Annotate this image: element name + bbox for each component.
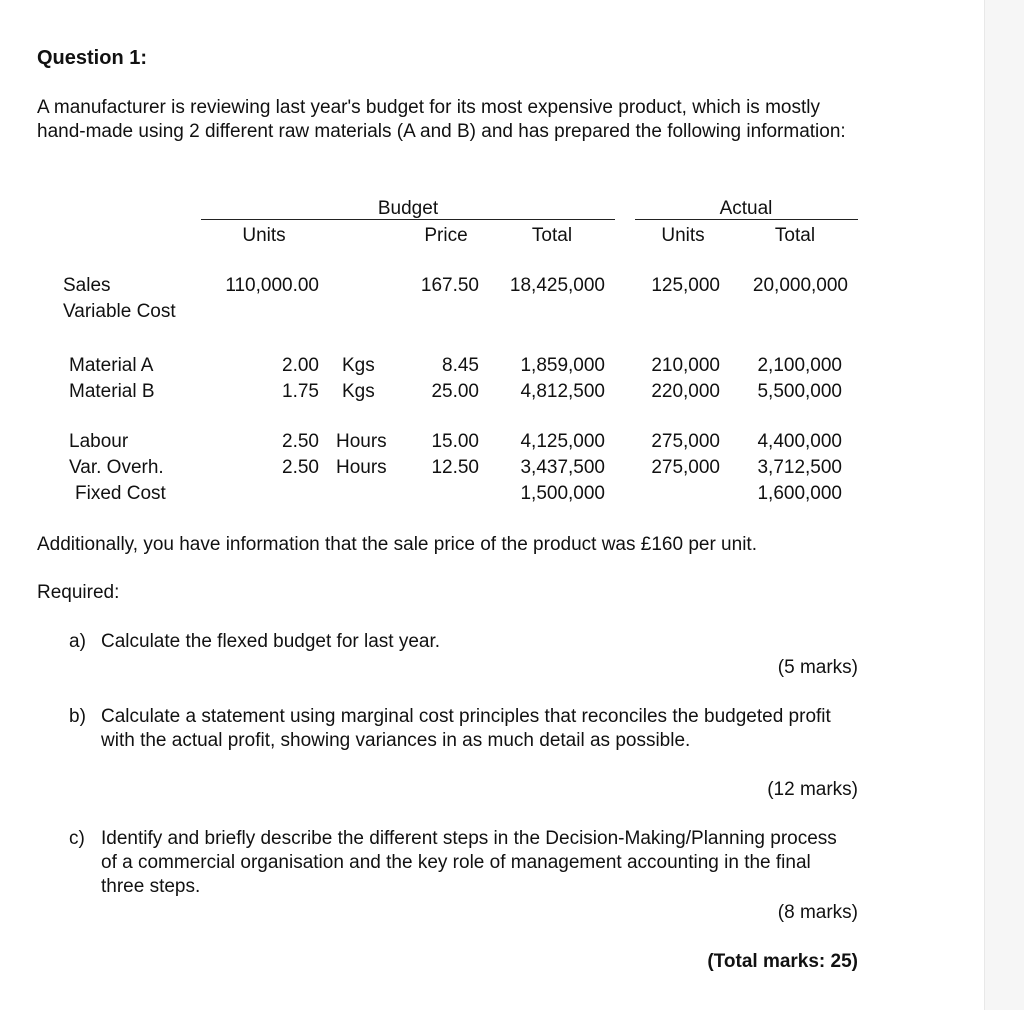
actual-total-header: Total: [774, 225, 816, 246]
part-b-letter: b): [69, 706, 86, 727]
sales-actual-total: 20,000,000: [752, 275, 848, 296]
sales-actual-units: 125,000: [651, 275, 720, 296]
var-overh-price: 12.50: [431, 457, 479, 478]
material-a-total: 1,859,000: [520, 355, 605, 376]
fixed-cost-label: Fixed Cost: [75, 483, 166, 504]
sales-budget-price: 167.50: [420, 275, 479, 296]
sales-budget-units: 110,000.00: [225, 275, 319, 296]
material-b-price: 25.00: [431, 381, 479, 402]
labour-actual-total: 4,400,000: [757, 431, 842, 452]
material-b-qty: 1.75: [282, 381, 319, 402]
actual-units-header: Units: [661, 225, 705, 246]
labour-unit: Hours: [336, 431, 387, 452]
material-a-actual-units: 210,000: [651, 355, 720, 376]
budget-header: Budget: [377, 198, 439, 219]
material-b-unit: Kgs: [342, 381, 375, 402]
budget-total-header: Total: [531, 225, 573, 246]
material-b-actual-units: 220,000: [651, 381, 720, 402]
labour-total: 4,125,000: [520, 431, 605, 452]
var-overh-actual-total: 3,712,500: [757, 457, 842, 478]
material-b-actual-total: 5,500,000: [757, 381, 842, 402]
material-b-total: 4,812,500: [520, 381, 605, 402]
part-a-marks: (5 marks): [777, 657, 858, 678]
part-a-text: Calculate the flexed budget for last year.: [101, 631, 441, 652]
page-gutter: [984, 0, 1024, 1010]
intro-paragraph: A manufacturer is reviewing last year's budget for its most expensive product, which is mostly hand-made using 2 different raw materials (A and B) and has prepared the following information:: [37, 97, 846, 142]
sales-budget-total: 18,425,000: [509, 275, 605, 296]
labour-label: Labour: [69, 431, 129, 452]
question-title: Question 1:: [37, 47, 148, 69]
material-a-unit: Kgs: [342, 355, 375, 376]
part-b-marks: (12 marks): [767, 779, 858, 800]
budget-units-header: Units: [242, 225, 286, 246]
var-overh-qty: 2.50: [282, 457, 319, 478]
variable-cost-label: Variable Cost: [63, 301, 176, 322]
actual-header-rule: [635, 219, 858, 220]
part-b-text: Calculate a statement using marginal cost principles that reconciles the budgeted profit with the actual profit, showing variances in as much detail as possible.: [101, 706, 831, 751]
labour-qty: 2.50: [282, 431, 319, 452]
sales-label: Sales: [63, 275, 111, 296]
var-overh-actual-units: 275,000: [651, 457, 720, 478]
part-a-letter: a): [69, 631, 86, 652]
required-label: Required:: [37, 582, 120, 603]
fixed-cost-actual-total: 1,600,000: [757, 483, 842, 504]
labour-price: 15.00: [431, 431, 479, 452]
material-a-label: Material A: [69, 355, 154, 376]
budget-price-header: Price: [424, 225, 468, 246]
part-c-letter: c): [69, 828, 85, 849]
var-overh-total: 3,437,500: [520, 457, 605, 478]
additional-info: Additionally, you have information that the sale price of the product was £160 per unit.: [37, 534, 757, 555]
fixed-cost-total: 1,500,000: [520, 483, 605, 504]
actual-header: Actual: [719, 198, 773, 219]
material-b-label: Material B: [69, 381, 155, 402]
total-marks: (Total marks: 25): [707, 951, 858, 972]
material-a-actual-total: 2,100,000: [757, 355, 842, 376]
var-overh-unit: Hours: [336, 457, 387, 478]
material-a-price: 8.45: [442, 355, 479, 376]
labour-actual-units: 275,000: [651, 431, 720, 452]
part-c-text: Identify and briefly describe the different steps in the Decision-Making/Planning process of a commercial organisation and the key role of management accounting in the final three steps.: [101, 828, 837, 897]
part-c-marks: (8 marks): [777, 902, 858, 923]
var-overh-label: Var. Overh.: [69, 457, 164, 478]
budget-header-rule: [201, 219, 615, 220]
material-a-qty: 2.00: [282, 355, 319, 376]
